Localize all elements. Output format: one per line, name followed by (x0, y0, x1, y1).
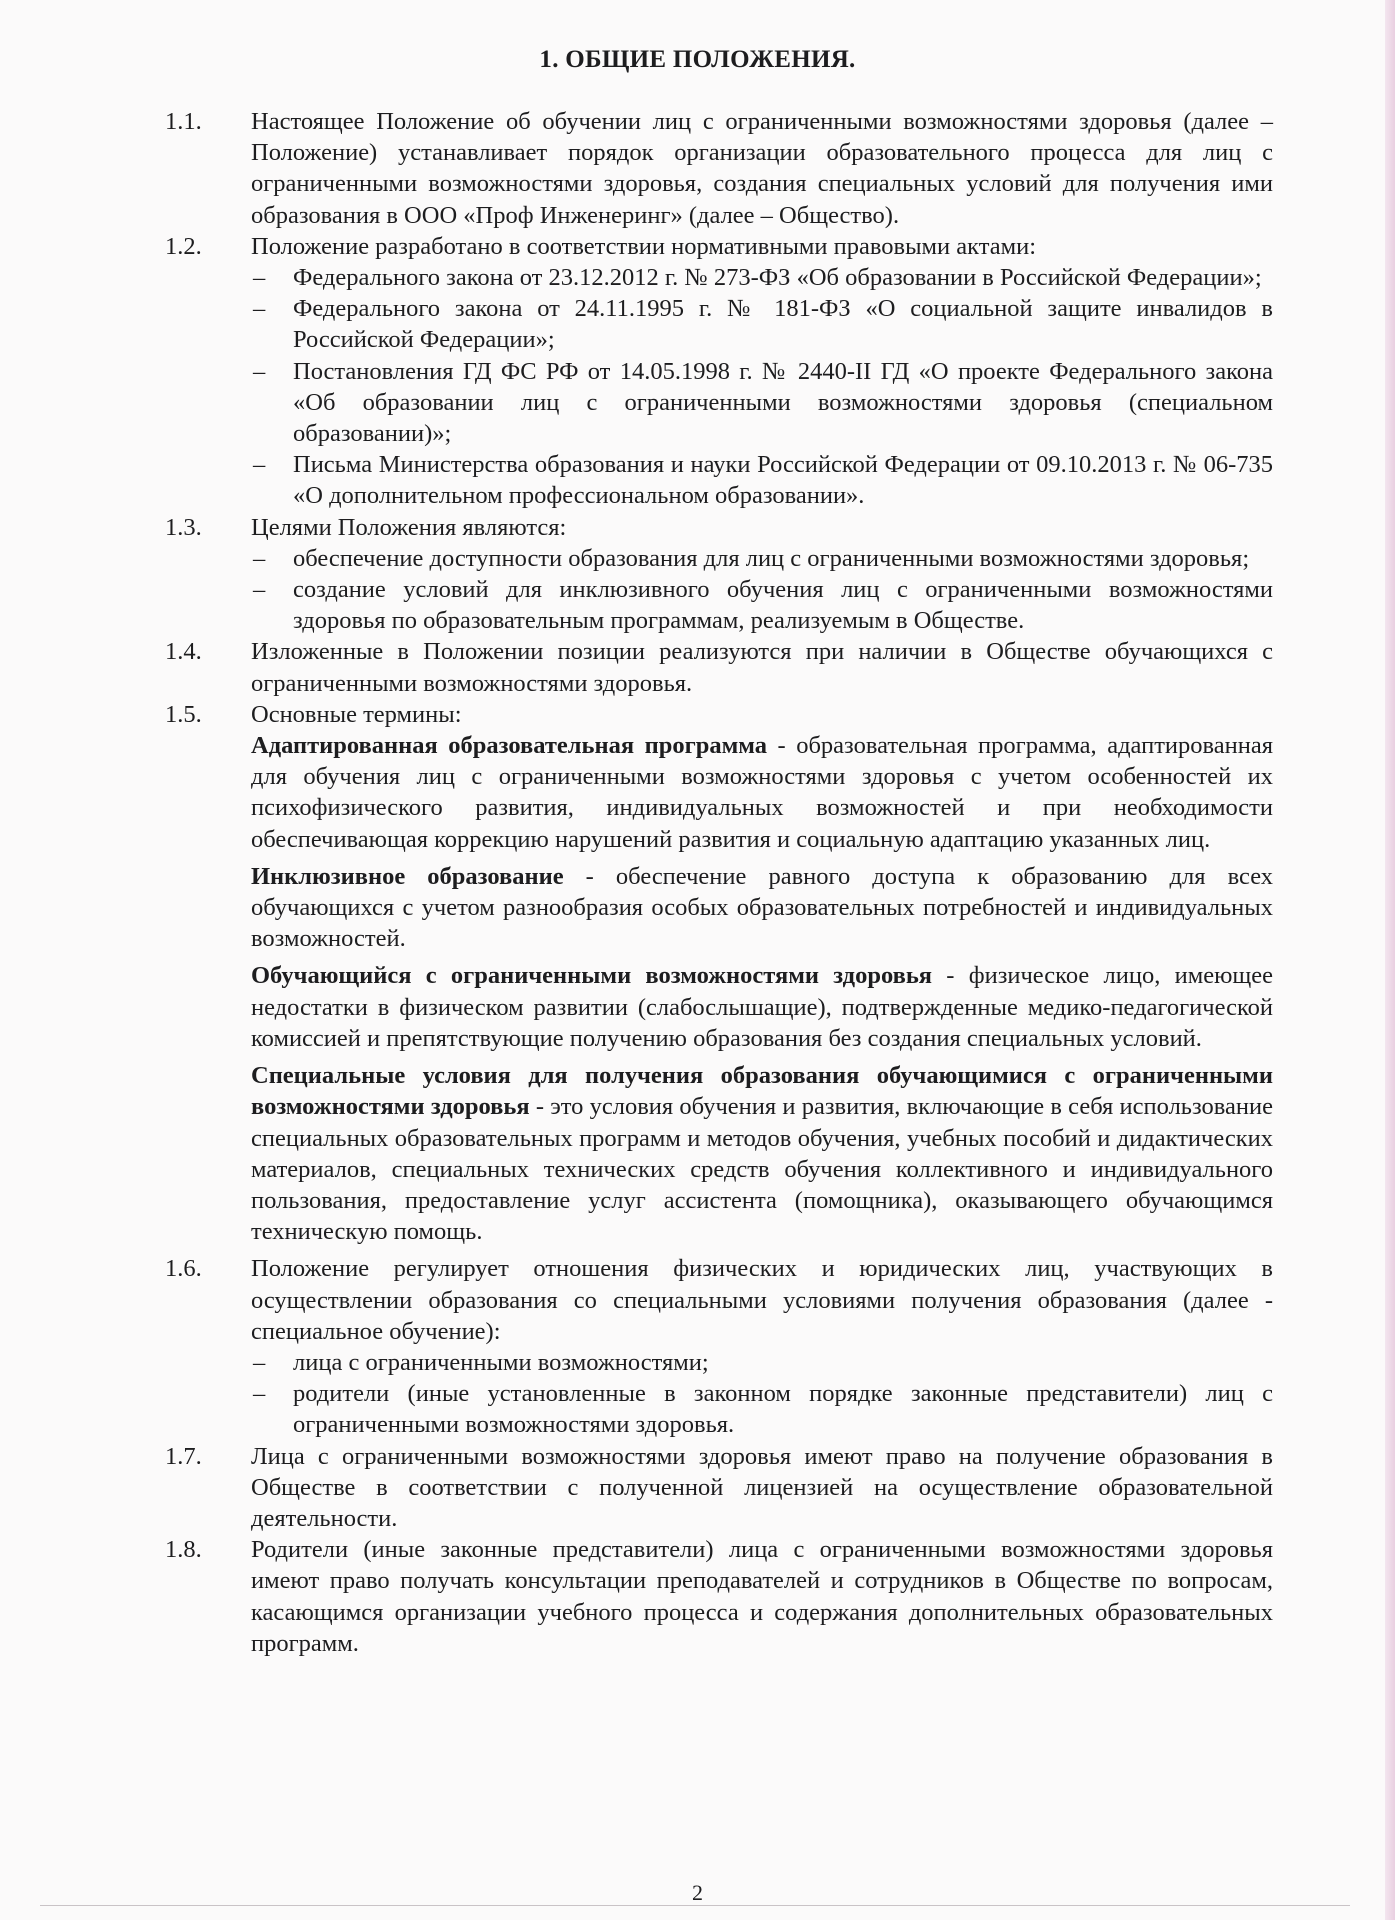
clause-number: 1.5. (165, 700, 202, 728)
clause-text: Настоящее Положение об обучении лиц с ограниченными возможностями здоровья (далее – Положение) устанавливает порядок организации образовательного процесса для лиц с ограниченными возможностями здоровья, создания специальных условий для получения ими образования в ООО «Проф Инженеринг» (далее – Общество). (251, 108, 1273, 229)
page-number: 2 (692, 1880, 703, 1905)
clause-text: Родители (иные законные представители) лица с ограниченными возможностями здоровья имеют право получать консультации преподавателей и сотрудников в Обществе по вопросам, касающимся организации учебного процесса и содержания дополнительных образовательных программ. (251, 1536, 1273, 1657)
term-text: - физическое лицо, имеющее недостатки в физическом развитии (слабослышащие), подтвержденные медико-педагогической комиссией и препятствующие получению образования без создания специальных условий. (251, 962, 1273, 1052)
clause-1-1 (165, 106, 1273, 231)
term-definition (251, 1060, 1273, 1247)
clause-text: Основные термины: (251, 700, 462, 728)
list-item: – Письма Министерства образования и науки Российской Федерации от 09.10.2013 г. № 06-735 «О дополнительном профессиональном образовании». (251, 449, 1273, 511)
clause-number: 1.3. (165, 513, 202, 541)
list-item: – Федерального закона от 24.11.1995 г. № 181-ФЗ «О социальной защите инвалидов в Российской Федерации»; (251, 293, 1273, 355)
clause-text: Лица с ограниченными возможностями здоровья имеют право на получение образования в Обществе в соответствии с полученной лицензией на осуществление образовательной деятельности. (251, 1442, 1273, 1532)
clause-1-3 (165, 512, 1273, 637)
term-text: - обеспечение равного доступа к образованию для всех обучающихся с учетом разнообразия особых образовательных потребностей и индивидуальных возможностей. (251, 862, 1274, 953)
list-item: – лица с ограниченными возможностями; (251, 1347, 1273, 1378)
clause-text: Положение регулирует отношения физических и юридических лиц, участвующих в осуществлении образования со специальными условиями получения образования (далее - специальное обучение): (251, 1255, 1273, 1345)
clause-number: 1.8. (165, 1536, 202, 1564)
clause-1-2 (165, 231, 1273, 512)
clause-number: 1.2. (165, 232, 202, 260)
clause-number: 1.6. (165, 1255, 202, 1283)
term-name: Адаптированная образовательная программа (251, 732, 768, 760)
list-item: – родители (иные установленные в законном порядке законные представители) лиц с ограниченными возможностями здоровья. (251, 1378, 1273, 1440)
term-text: - образовательная программа, адаптированная для обучения лиц с ограниченными возможностями здоровья с учетом особенностей их психофизического развития, индивидуальных возможностей и при необходимости обеспечивающая коррекцию нарушений развития и социальную адаптацию указанных лиц. (251, 732, 1273, 853)
term-text: - это условия обучения и развития, включающие в себя использование специальных образовательных программ и методов обучения, учебных пособий и дидактических материалов, специальных технических средств обучения коллективного и индивидуального пользования, предоставление услуг ассистента (помощника), оказывающего обучающимся техническую помощь. (251, 1093, 1273, 1246)
scan-right-edge (1385, 0, 1395, 1920)
scan-edge-line (40, 1905, 1350, 1906)
clause-1-4 (165, 636, 1273, 698)
term-definition (251, 960, 1273, 1054)
clause-1-8 (165, 1534, 1273, 1659)
term-name: Обучающийся с ограниченными возможностями здоровья (251, 962, 933, 990)
list-item: – создание условий для инклюзивного обучения лиц с ограниченными возможностями здоровья по образовательным программам, реализуемым в Обществе. (251, 574, 1273, 636)
clause-text: Положение разработано в соответствии нормативными правовыми актами: (251, 232, 1037, 260)
list-item: – обеспечение доступности образования для лиц с ограниченными возможностями здоровья; (251, 543, 1273, 574)
list-item: – Постановления ГД ФС РФ от 14.05.1998 г. № 2440-II ГД «О проекте Федерального закона «Об образовании лиц с ограниченными возможностями здоровья (специальном образовании)»; (251, 356, 1273, 450)
term-name: Инклюзивное образование (251, 862, 564, 890)
section-body (165, 106, 1273, 1659)
term-name: Специальные условия для получения образования обучающимися с ограниченными возможностями здоровья (251, 1062, 1273, 1121)
term-definition (251, 730, 1273, 855)
clause-1-7 (165, 1441, 1273, 1535)
clause-1-5 (165, 699, 1273, 1247)
clause-1-6 (165, 1253, 1273, 1440)
clause-text: Изложенные в Положении позиции реализуются при наличии в Обществе обучающихся с ограниченными возможностями здоровья. (251, 638, 1273, 697)
clause-text: Целями Положения являются: (251, 513, 567, 541)
section-title: 1. ОБЩИЕ ПОЛОЖЕНИЯ. (539, 46, 856, 73)
term-definition (251, 861, 1273, 955)
clause-number: 1.7. (165, 1442, 202, 1470)
clause-number: 1.4. (165, 638, 202, 666)
list-item: – Федерального закона от 23.12.2012 г. № 273-ФЗ «Об образовании в Российской Федерации»; (251, 262, 1273, 293)
clause-number: 1.1. (165, 108, 202, 135)
